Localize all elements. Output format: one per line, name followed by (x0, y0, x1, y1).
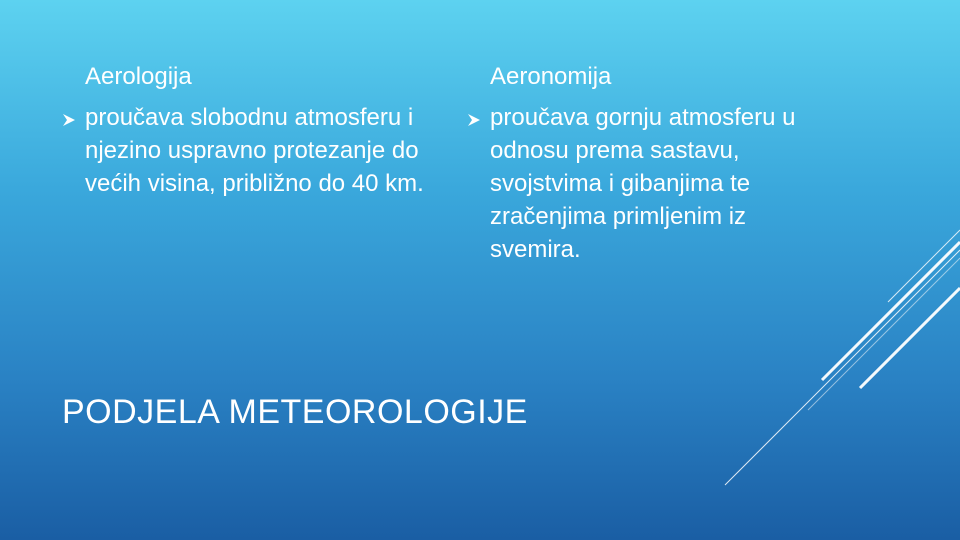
column-aerologija (60, 60, 430, 200)
arrow-bullet-icon (467, 113, 481, 127)
column-aeronomija (465, 60, 835, 266)
column-heading: Aeronomija (490, 63, 612, 90)
slide-title: PODJELA METEOROLOGIJE (62, 393, 528, 431)
bullet-item (465, 101, 835, 266)
decor-line-1 (725, 250, 960, 485)
arrow-bullet-icon (62, 113, 76, 127)
decor-line-3 (860, 288, 960, 388)
column-heading: Aerologija (85, 63, 192, 90)
decor-line-4 (888, 230, 960, 302)
bullet-text: proučava gornju atmosferu u odnosu prema sastavu, svojstvima i gibanjima te zračenjima primljenim iz svemira. (490, 104, 796, 263)
bullet-item (60, 101, 430, 200)
bullet-text: proučava slobodnu atmosferu i njezino uspravno protezanje do većih visina, približno do 40 km. (85, 104, 424, 197)
decor-line-5 (808, 258, 960, 410)
decor-line-2 (822, 242, 960, 380)
